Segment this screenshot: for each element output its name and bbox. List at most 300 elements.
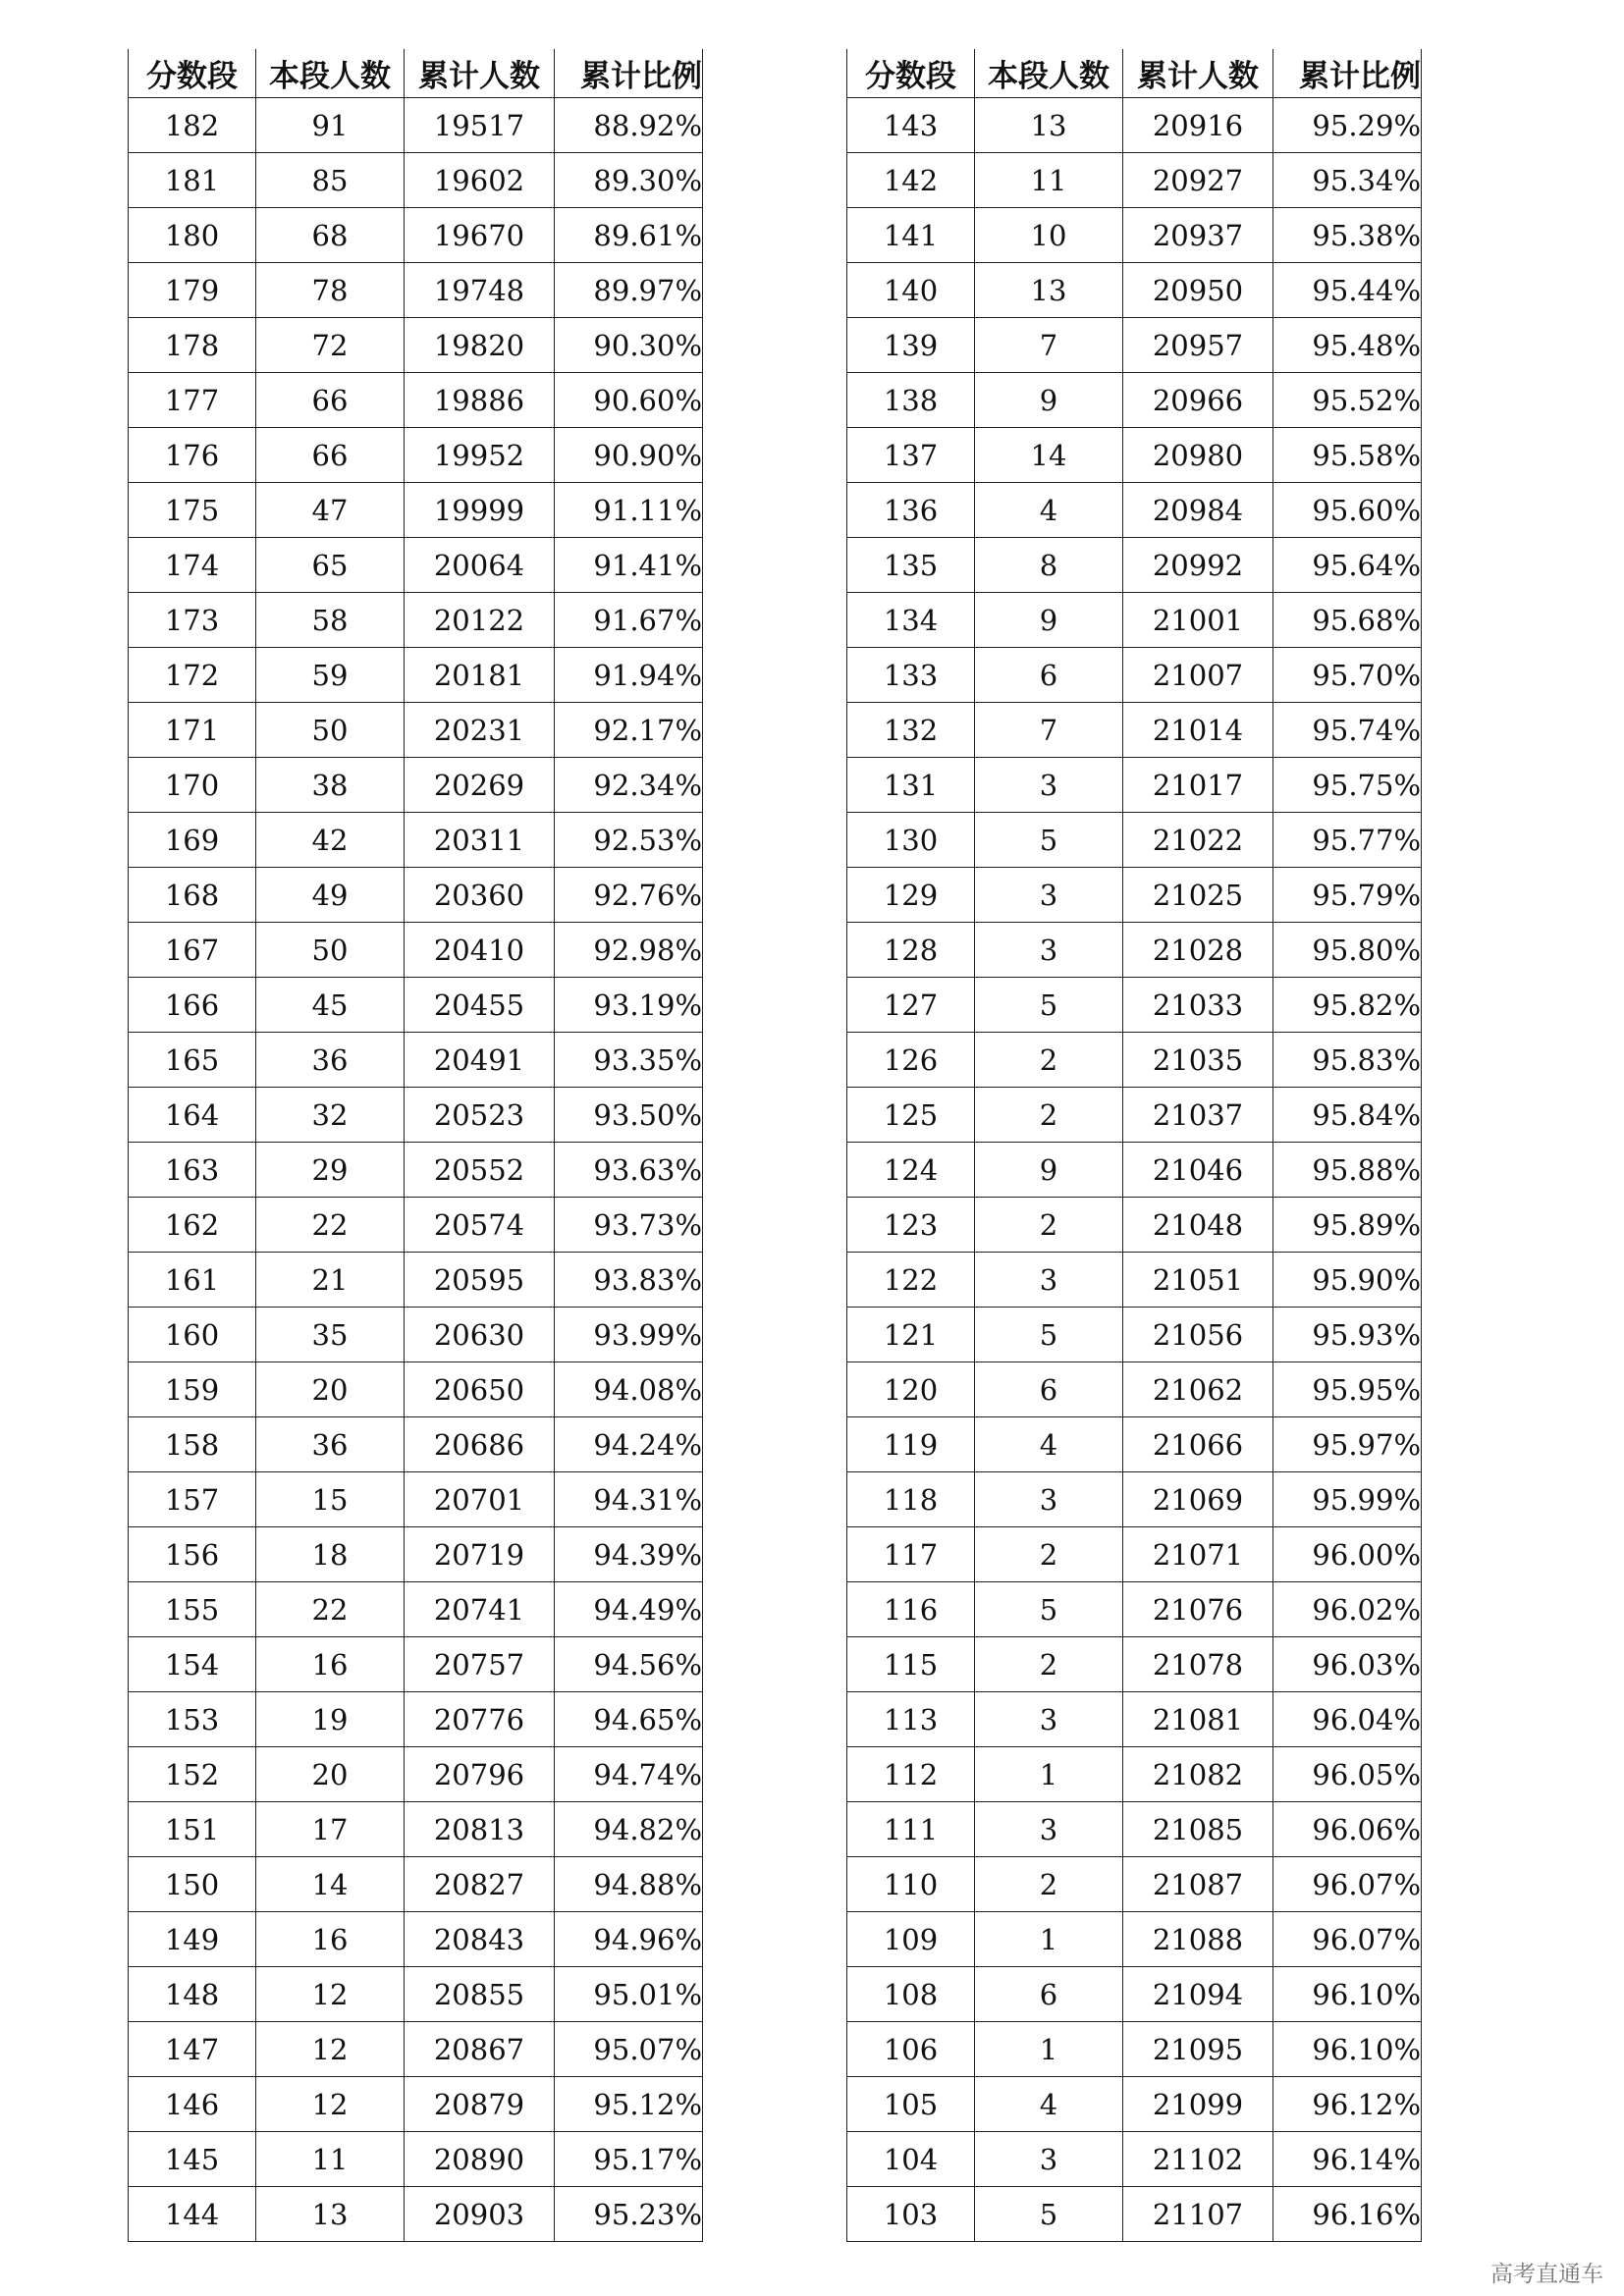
cell-count: 1 [975,1747,1123,1802]
table-row [129,153,703,208]
cell-count: 5 [975,1582,1123,1637]
cell-count: 9 [975,373,1123,428]
cell-cumulative: 20813 [405,1802,555,1857]
cell-percent: 95.88% [1273,1143,1422,1198]
cell-count: 9 [975,593,1123,648]
cell-cumulative: 20630 [405,1308,555,1362]
table-row [129,2187,703,2242]
table-row [847,593,1422,648]
cell-percent: 95.44% [1273,263,1422,318]
cell-cumulative: 21025 [1123,868,1273,923]
cell-score: 154 [129,1637,256,1692]
cell-percent: 93.99% [555,1308,703,1362]
cell-score: 127 [847,978,975,1033]
cell-percent: 95.34% [1273,153,1422,208]
cell-cumulative: 20231 [405,703,555,758]
cell-count: 2 [975,1527,1123,1582]
cell-percent: 95.82% [1273,978,1422,1033]
table-row [847,98,1422,153]
cell-score: 132 [847,703,975,758]
header-row [847,49,1422,98]
cell-score: 105 [847,2077,975,2132]
cell-percent: 96.03% [1273,1637,1422,1692]
cell-count: 29 [256,1143,405,1198]
cell-score: 103 [847,2187,975,2242]
table-row [129,1692,703,1747]
table-row [847,373,1422,428]
cell-percent: 94.82% [555,1802,703,1857]
cell-percent: 95.93% [1273,1308,1422,1362]
cell-cumulative: 21082 [1123,1747,1273,1802]
table-row [129,1198,703,1253]
cell-score: 118 [847,1472,975,1527]
table-row [129,1308,703,1362]
cell-count: 7 [975,318,1123,373]
cell-count: 65 [256,538,405,593]
cell-percent: 95.52% [1273,373,1422,428]
header-percent: 累计比例 [1273,49,1422,98]
cell-cumulative: 21071 [1123,1527,1273,1582]
cell-score: 162 [129,1198,256,1253]
cell-percent: 89.97% [555,263,703,318]
table-row [129,208,703,263]
cell-score: 142 [847,153,975,208]
table-row [129,1033,703,1088]
cell-cumulative: 21095 [1123,2022,1273,2077]
cell-score: 138 [847,373,975,428]
cell-cumulative: 21033 [1123,978,1273,1033]
cell-percent: 95.84% [1273,1088,1422,1143]
cell-score: 147 [129,2022,256,2077]
cell-cumulative: 20796 [405,1747,555,1802]
cell-score: 125 [847,1088,975,1143]
table-row [847,1527,1422,1582]
table-row [847,1967,1422,2022]
cell-percent: 95.95% [1273,1362,1422,1417]
cell-percent: 95.75% [1273,758,1422,813]
cell-score: 175 [129,483,256,538]
cell-percent: 95.79% [1273,868,1422,923]
cell-score: 135 [847,538,975,593]
table-row [847,1253,1422,1308]
cell-cumulative: 19517 [405,98,555,153]
cell-count: 16 [256,1912,405,1967]
cell-cumulative: 20686 [405,1417,555,1472]
cell-percent: 90.30% [555,318,703,373]
cell-cumulative: 20992 [1123,538,1273,593]
table-row [129,923,703,978]
cell-score: 169 [129,813,256,868]
cell-cumulative: 21102 [1123,2132,1273,2187]
cell-cumulative: 21037 [1123,1088,1273,1143]
cell-percent: 96.02% [1273,1582,1422,1637]
cell-count: 13 [975,263,1123,318]
table-row [129,1857,703,1912]
cell-cumulative: 20827 [405,1857,555,1912]
cell-score: 155 [129,1582,256,1637]
cell-count: 45 [256,978,405,1033]
cell-percent: 94.74% [555,1747,703,1802]
cell-count: 66 [256,373,405,428]
cell-count: 14 [256,1857,405,1912]
table-row [847,2132,1422,2187]
cell-count: 13 [256,2187,405,2242]
header-score: 分数段 [847,49,975,98]
cell-score: 143 [847,98,975,153]
cell-percent: 96.10% [1273,1967,1422,2022]
cell-count: 32 [256,1088,405,1143]
cell-percent: 94.49% [555,1582,703,1637]
cell-count: 4 [975,2077,1123,2132]
cell-count: 36 [256,1033,405,1088]
table-row [847,318,1422,373]
cell-score: 171 [129,703,256,758]
cell-percent: 94.39% [555,1527,703,1582]
cell-count: 22 [256,1198,405,1253]
cell-cumulative: 20552 [405,1143,555,1198]
cell-percent: 92.76% [555,868,703,923]
cell-count: 8 [975,538,1123,593]
cell-percent: 95.12% [555,2077,703,2132]
table-row [129,1802,703,1857]
cell-score: 174 [129,538,256,593]
cell-count: 11 [975,153,1123,208]
cell-percent: 95.80% [1273,923,1422,978]
cell-percent: 95.74% [1273,703,1422,758]
cell-percent: 93.83% [555,1253,703,1308]
cell-score: 139 [847,318,975,373]
cell-percent: 95.01% [555,1967,703,2022]
cell-cumulative: 21062 [1123,1362,1273,1417]
cell-cumulative: 20311 [405,813,555,868]
cell-score: 120 [847,1362,975,1417]
table-row [129,758,703,813]
cell-cumulative: 21076 [1123,1582,1273,1637]
cell-cumulative: 19952 [405,428,555,483]
cell-score: 146 [129,2077,256,2132]
cell-cumulative: 20064 [405,538,555,593]
cell-score: 178 [129,318,256,373]
cell-score: 156 [129,1527,256,1582]
cell-count: 3 [975,1692,1123,1747]
cell-percent: 96.04% [1273,1692,1422,1747]
cell-score: 176 [129,428,256,483]
cell-cumulative: 20122 [405,593,555,648]
table-row [847,703,1422,758]
table-row [847,1472,1422,1527]
cell-score: 134 [847,593,975,648]
table-row [847,2022,1422,2077]
cell-cumulative: 21078 [1123,1637,1273,1692]
table-row [129,1967,703,2022]
cell-percent: 95.77% [1273,813,1422,868]
cell-count: 5 [975,813,1123,868]
cell-percent: 95.89% [1273,1198,1422,1253]
cell-score: 168 [129,868,256,923]
cell-count: 2 [975,1857,1123,1912]
table-row [847,1747,1422,1802]
table-row [847,153,1422,208]
table-row [129,1472,703,1527]
table-row [847,2187,1422,2242]
cell-cumulative: 20523 [405,1088,555,1143]
cell-score: 177 [129,373,256,428]
cell-score: 117 [847,1527,975,1582]
cell-cumulative: 21081 [1123,1692,1273,1747]
cell-cumulative: 21014 [1123,703,1273,758]
cell-cumulative: 21066 [1123,1417,1273,1472]
cell-cumulative: 20757 [405,1637,555,1692]
cell-percent: 96.10% [1273,2022,1422,2077]
score-table-right [846,49,1422,2242]
cell-count: 3 [975,1802,1123,1857]
table-row [129,1253,703,1308]
cell-count: 22 [256,1582,405,1637]
cell-count: 5 [975,1308,1123,1362]
cell-score: 150 [129,1857,256,1912]
cell-cumulative: 21056 [1123,1308,1273,1362]
cell-percent: 92.17% [555,703,703,758]
cell-score: 165 [129,1033,256,1088]
cell-score: 152 [129,1747,256,1802]
table-row [129,1417,703,1472]
table-row [129,1637,703,1692]
cell-cumulative: 21028 [1123,923,1273,978]
cell-cumulative: 20269 [405,758,555,813]
table-row [129,1362,703,1417]
cell-percent: 95.17% [555,2132,703,2187]
table-row [129,318,703,373]
cell-count: 12 [256,2022,405,2077]
table-row [847,1417,1422,1472]
cell-count: 58 [256,593,405,648]
cell-percent: 93.35% [555,1033,703,1088]
cell-count: 50 [256,703,405,758]
table-row [847,1582,1422,1637]
cell-percent: 95.97% [1273,1417,1422,1472]
cell-count: 20 [256,1362,405,1417]
table-row [129,703,703,758]
cell-count: 13 [975,98,1123,153]
cell-percent: 93.63% [555,1143,703,1198]
cell-percent: 89.30% [555,153,703,208]
cell-count: 66 [256,428,405,483]
cell-score: 173 [129,593,256,648]
cell-cumulative: 19670 [405,208,555,263]
cell-count: 14 [975,428,1123,483]
cell-score: 124 [847,1143,975,1198]
cell-percent: 95.64% [1273,538,1422,593]
cell-score: 180 [129,208,256,263]
cell-cumulative: 20455 [405,978,555,1033]
cell-percent: 95.38% [1273,208,1422,263]
table-row [847,868,1422,923]
header-cumulative: 累计人数 [1123,49,1273,98]
cell-count: 12 [256,2077,405,2132]
cell-cumulative: 20410 [405,923,555,978]
cell-count: 2 [975,1033,1123,1088]
header-row [129,49,703,98]
cell-score: 136 [847,483,975,538]
cell-count: 12 [256,1967,405,2022]
cell-score: 166 [129,978,256,1033]
table-row [129,428,703,483]
table-row [847,208,1422,263]
cell-cumulative: 21046 [1123,1143,1273,1198]
table-row [129,538,703,593]
table-row [129,648,703,703]
cell-score: 151 [129,1802,256,1857]
cell-count: 72 [256,318,405,373]
cell-percent: 92.34% [555,758,703,813]
table-row [129,978,703,1033]
cell-percent: 96.16% [1273,2187,1422,2242]
cell-cumulative: 20741 [405,1582,555,1637]
table-row [129,813,703,868]
cell-cumulative: 20776 [405,1692,555,1747]
table-row [129,868,703,923]
cell-count: 17 [256,1802,405,1857]
table-row [129,1527,703,1582]
cell-cumulative: 20927 [1123,153,1273,208]
cell-percent: 96.07% [1273,1912,1422,1967]
cell-cumulative: 21051 [1123,1253,1273,1308]
cell-cumulative: 20360 [405,868,555,923]
header-cumulative: 累计人数 [405,49,555,98]
cell-cumulative: 19820 [405,318,555,373]
cell-score: 172 [129,648,256,703]
cell-count: 21 [256,1253,405,1308]
table-row [847,1198,1422,1253]
cell-score: 113 [847,1692,975,1747]
table-row [847,1692,1422,1747]
table-row [847,978,1422,1033]
cell-percent: 91.67% [555,593,703,648]
cell-score: 112 [847,1747,975,1802]
table-row [847,1637,1422,1692]
cell-count: 4 [975,1417,1123,1472]
cell-cumulative: 20879 [405,2077,555,2132]
cell-cumulative: 21022 [1123,813,1273,868]
watermark: 高考直通车 [1490,2262,1603,2287]
cell-cumulative: 20719 [405,1527,555,1582]
cell-cumulative: 20843 [405,1912,555,1967]
cell-score: 126 [847,1033,975,1088]
cell-count: 11 [256,2132,405,2187]
cell-percent: 93.50% [555,1088,703,1143]
cell-score: 122 [847,1253,975,1308]
cell-cumulative: 20650 [405,1362,555,1417]
cell-cumulative: 21087 [1123,1857,1273,1912]
table-row [847,758,1422,813]
cell-count: 6 [975,1362,1123,1417]
cell-cumulative: 20903 [405,2187,555,2242]
cell-count: 1 [975,2022,1123,2077]
table-row [129,483,703,538]
cell-score: 159 [129,1362,256,1417]
cell-count: 3 [975,1253,1123,1308]
table-row [847,1143,1422,1198]
cell-cumulative: 20916 [1123,98,1273,153]
cell-count: 6 [975,648,1123,703]
table-row [129,1088,703,1143]
cell-percent: 88.92% [555,98,703,153]
cell-cumulative: 21048 [1123,1198,1273,1253]
cell-percent: 91.94% [555,648,703,703]
cell-cumulative: 20181 [405,648,555,703]
cell-percent: 93.19% [555,978,703,1033]
cell-count: 6 [975,1967,1123,2022]
cell-percent: 95.23% [555,2187,703,2242]
table-row [129,263,703,318]
table-row [129,593,703,648]
cell-percent: 95.90% [1273,1253,1422,1308]
cell-score: 108 [847,1967,975,2022]
cell-cumulative: 20980 [1123,428,1273,483]
cell-count: 42 [256,813,405,868]
cell-percent: 91.41% [555,538,703,593]
cell-percent: 96.07% [1273,1857,1422,1912]
cell-score: 179 [129,263,256,318]
cell-count: 49 [256,868,405,923]
table-row [847,1033,1422,1088]
cell-cumulative: 19886 [405,373,555,428]
cell-cumulative: 21007 [1123,648,1273,703]
cell-count: 20 [256,1747,405,1802]
cell-cumulative: 20950 [1123,263,1273,318]
cell-count: 2 [975,1637,1123,1692]
cell-score: 161 [129,1253,256,1308]
cell-score: 144 [129,2187,256,2242]
table-row [129,98,703,153]
cell-percent: 92.98% [555,923,703,978]
cell-percent: 94.08% [555,1362,703,1417]
cell-score: 170 [129,758,256,813]
cell-count: 4 [975,483,1123,538]
cell-score: 133 [847,648,975,703]
cell-score: 160 [129,1308,256,1362]
cell-cumulative: 21069 [1123,1472,1273,1527]
cell-count: 15 [256,1472,405,1527]
table-row [847,1362,1422,1417]
cell-score: 148 [129,1967,256,2022]
cell-percent: 94.56% [555,1637,703,1692]
cell-score: 123 [847,1198,975,1253]
cell-count: 1 [975,1912,1123,1967]
cell-cumulative: 20966 [1123,373,1273,428]
cell-percent: 91.11% [555,483,703,538]
table-row [847,1802,1422,1857]
cell-score: 128 [847,923,975,978]
cell-score: 137 [847,428,975,483]
cell-percent: 94.24% [555,1417,703,1472]
table-row [847,923,1422,978]
score-table-left [128,49,703,2242]
table-row [847,648,1422,703]
cell-percent: 96.12% [1273,2077,1422,2132]
table-row [129,2077,703,2132]
cell-score: 141 [847,208,975,263]
cell-score: 181 [129,153,256,208]
cell-count: 16 [256,1637,405,1692]
cell-score: 121 [847,1308,975,1362]
cell-count: 85 [256,153,405,208]
cell-score: 104 [847,2132,975,2187]
cell-percent: 95.68% [1273,593,1422,648]
cell-percent: 94.31% [555,1472,703,1527]
cell-score: 145 [129,2132,256,2187]
cell-score: 110 [847,1857,975,1912]
